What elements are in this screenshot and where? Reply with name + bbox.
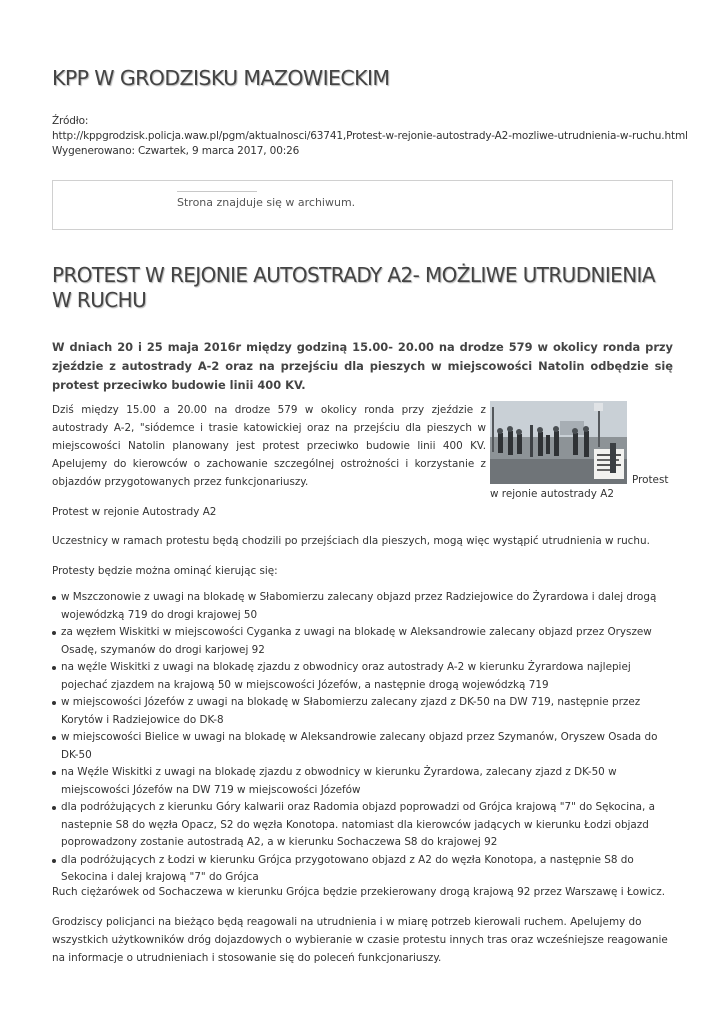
list-item: w miejscowości Józefów z uwagi na blokadę w Słabomierzu zalecany zjazd z DK-50 na DW 719, następnie przez Korytów i Radziejowice do DK-8 [52, 694, 673, 729]
source-block [52, 114, 688, 159]
photo-caption: Protest [632, 474, 669, 486]
list-item: dla podróżujących z Łodzi w kierunku Grójca przygotowano objazd z A2 do węzła Konotopa, a następnie S8 do Sekocina i dalej krajową "7" do Grójca [52, 852, 673, 887]
participants-paragraph: Uczestnicy w ramach protestu będą chodzili po przejściach dla pieszych, mogą więc wystąpić utrudnienia w ruchu. [52, 535, 650, 547]
generated-date: Wygenerowano: Czwartek, 9 marca 2017, 00:26 [52, 145, 300, 157]
protest-photo[interactable] [490, 401, 627, 484]
list-item: w miejscowości Bielice w uwagi na blokadę w Aleksandrowie zalecany objazd przez Szymanów, Oryszew Osada do DK-50 [52, 729, 673, 764]
article-intro: Dziś między 15.00 a 20.00 na drodze 579 w okolicy ronda przy zjeździe z autostrady A-2, "siódemce i trasie katowickiej oraz na przejściu dla pieszych w miejscowości Natolin planowany jest protest przeciwko budowie linii 400 KV. Apelujemy do kierowców o zachowanie szczególnej ostrożności i korzystanie z objazdów przygotowanych przez funkcjonariuszy. [52, 404, 486, 488]
detour-list [52, 589, 673, 887]
archive-divider [177, 191, 257, 192]
source-url[interactable]: http://kppgrodzisk.policja.waw.pl/pgm/aktualnosci/63741,Protest-w-rejonie-autostrady-A2-mozliwe-utrudnienia-w-ruchu.html [52, 130, 688, 142]
article-title: PROTEST W REJONIE AUTOSTRADY A2- MOŻLIWE UTRUDNIENIA W RUCHU [52, 263, 655, 312]
list-item: za węzłem Wiskitki w miejscowości Cyganka z uwagi na blokadę w Aleksandrowie zalecany objazd przez Oryszew Osadę, szymanów do drogi karjowej 92 [52, 624, 673, 659]
list-item: na Węźle Wiskitki z uwagi na blokadę zjazdu z obwodnicy w kierunku Żyrardowa, zalecany zjazd z DK-50 w miejscowości Józefów na DW 719 w miejscowości Józefów [52, 764, 673, 799]
list-item: dla podróżujących z kierunku Góry kalwarii oraz Radomia objazd poprowadzi od Grójca krajową "7" do Sękocina, a nastepnie S8 do węzła Opacz, S2 do węzła Konotopa. natomiast dla kierowców jadących w kierunku Łodzi objazd poprowadzony zostanie autostradą A2, a w kierunku Sochaczewa S8 do krajowej 92 [52, 799, 673, 852]
archive-notice-box [52, 180, 673, 230]
list-item: na węźle Wiskitki z uwagi na blokadę zjazdu z obwodnicy oraz autostrady A-2 w kierunku Żyrardowa najlepiej pojechać zjazdem na krajową 50 w miejscowości Józefów, a następnie drogą wojewódzką 719 [52, 659, 673, 694]
protest-photo-image [490, 401, 627, 484]
photo-caption-continued: w rejonie autostrady A2 [490, 488, 614, 500]
police-paragraph: Grodziscy policjanci na bieżąco będą reagowali na utrudnienia i w miarę potrzeb kierowali ruchem. Apelujemy do wszystkich użytkowników dróg dojazdowych o wybieranie w czasie protestu innych tras oraz wcześniejsze reagowanie na informacje o utrudnieniach i stosowanie się do poleceń funkcjonariuszy. [52, 916, 668, 964]
source-label: Źródło: [52, 115, 89, 127]
list-item: w Mszczonowie z uwagi na blokadę w Słabomierzu zalecany objazd przez Radziejowice do Żyrardowa i dalej drogą wojewódzką 719 do drogi krajowej 50 [52, 589, 673, 624]
photo-label: Protest w rejonie Autostrady A2 [52, 506, 217, 518]
article-lead: W dniach 20 i 25 maja 2016r między godziną 15.00- 20.00 na drodze 579 w okolicy ronda przy zjeździe z autostrady A-2 oraz na przejściu dla pieszych w miejscowości Natolin odbędzie się protest przeciwko budowie linii 400 KV. [52, 340, 673, 392]
detours-intro: Protesty będzie można ominąć kierując się: [52, 565, 278, 577]
site-title: KPP W GRODZISKU MAZOWIECKIM [52, 66, 390, 90]
trucks-paragraph: Ruch ciężarówek od Sochaczewa w kierunku Grójca będzie przekierowany drogą krajową 92 przez Warszawę i Łowicz. [52, 886, 665, 898]
archive-notice: Strona znajduje się w archiwum. [177, 196, 356, 209]
